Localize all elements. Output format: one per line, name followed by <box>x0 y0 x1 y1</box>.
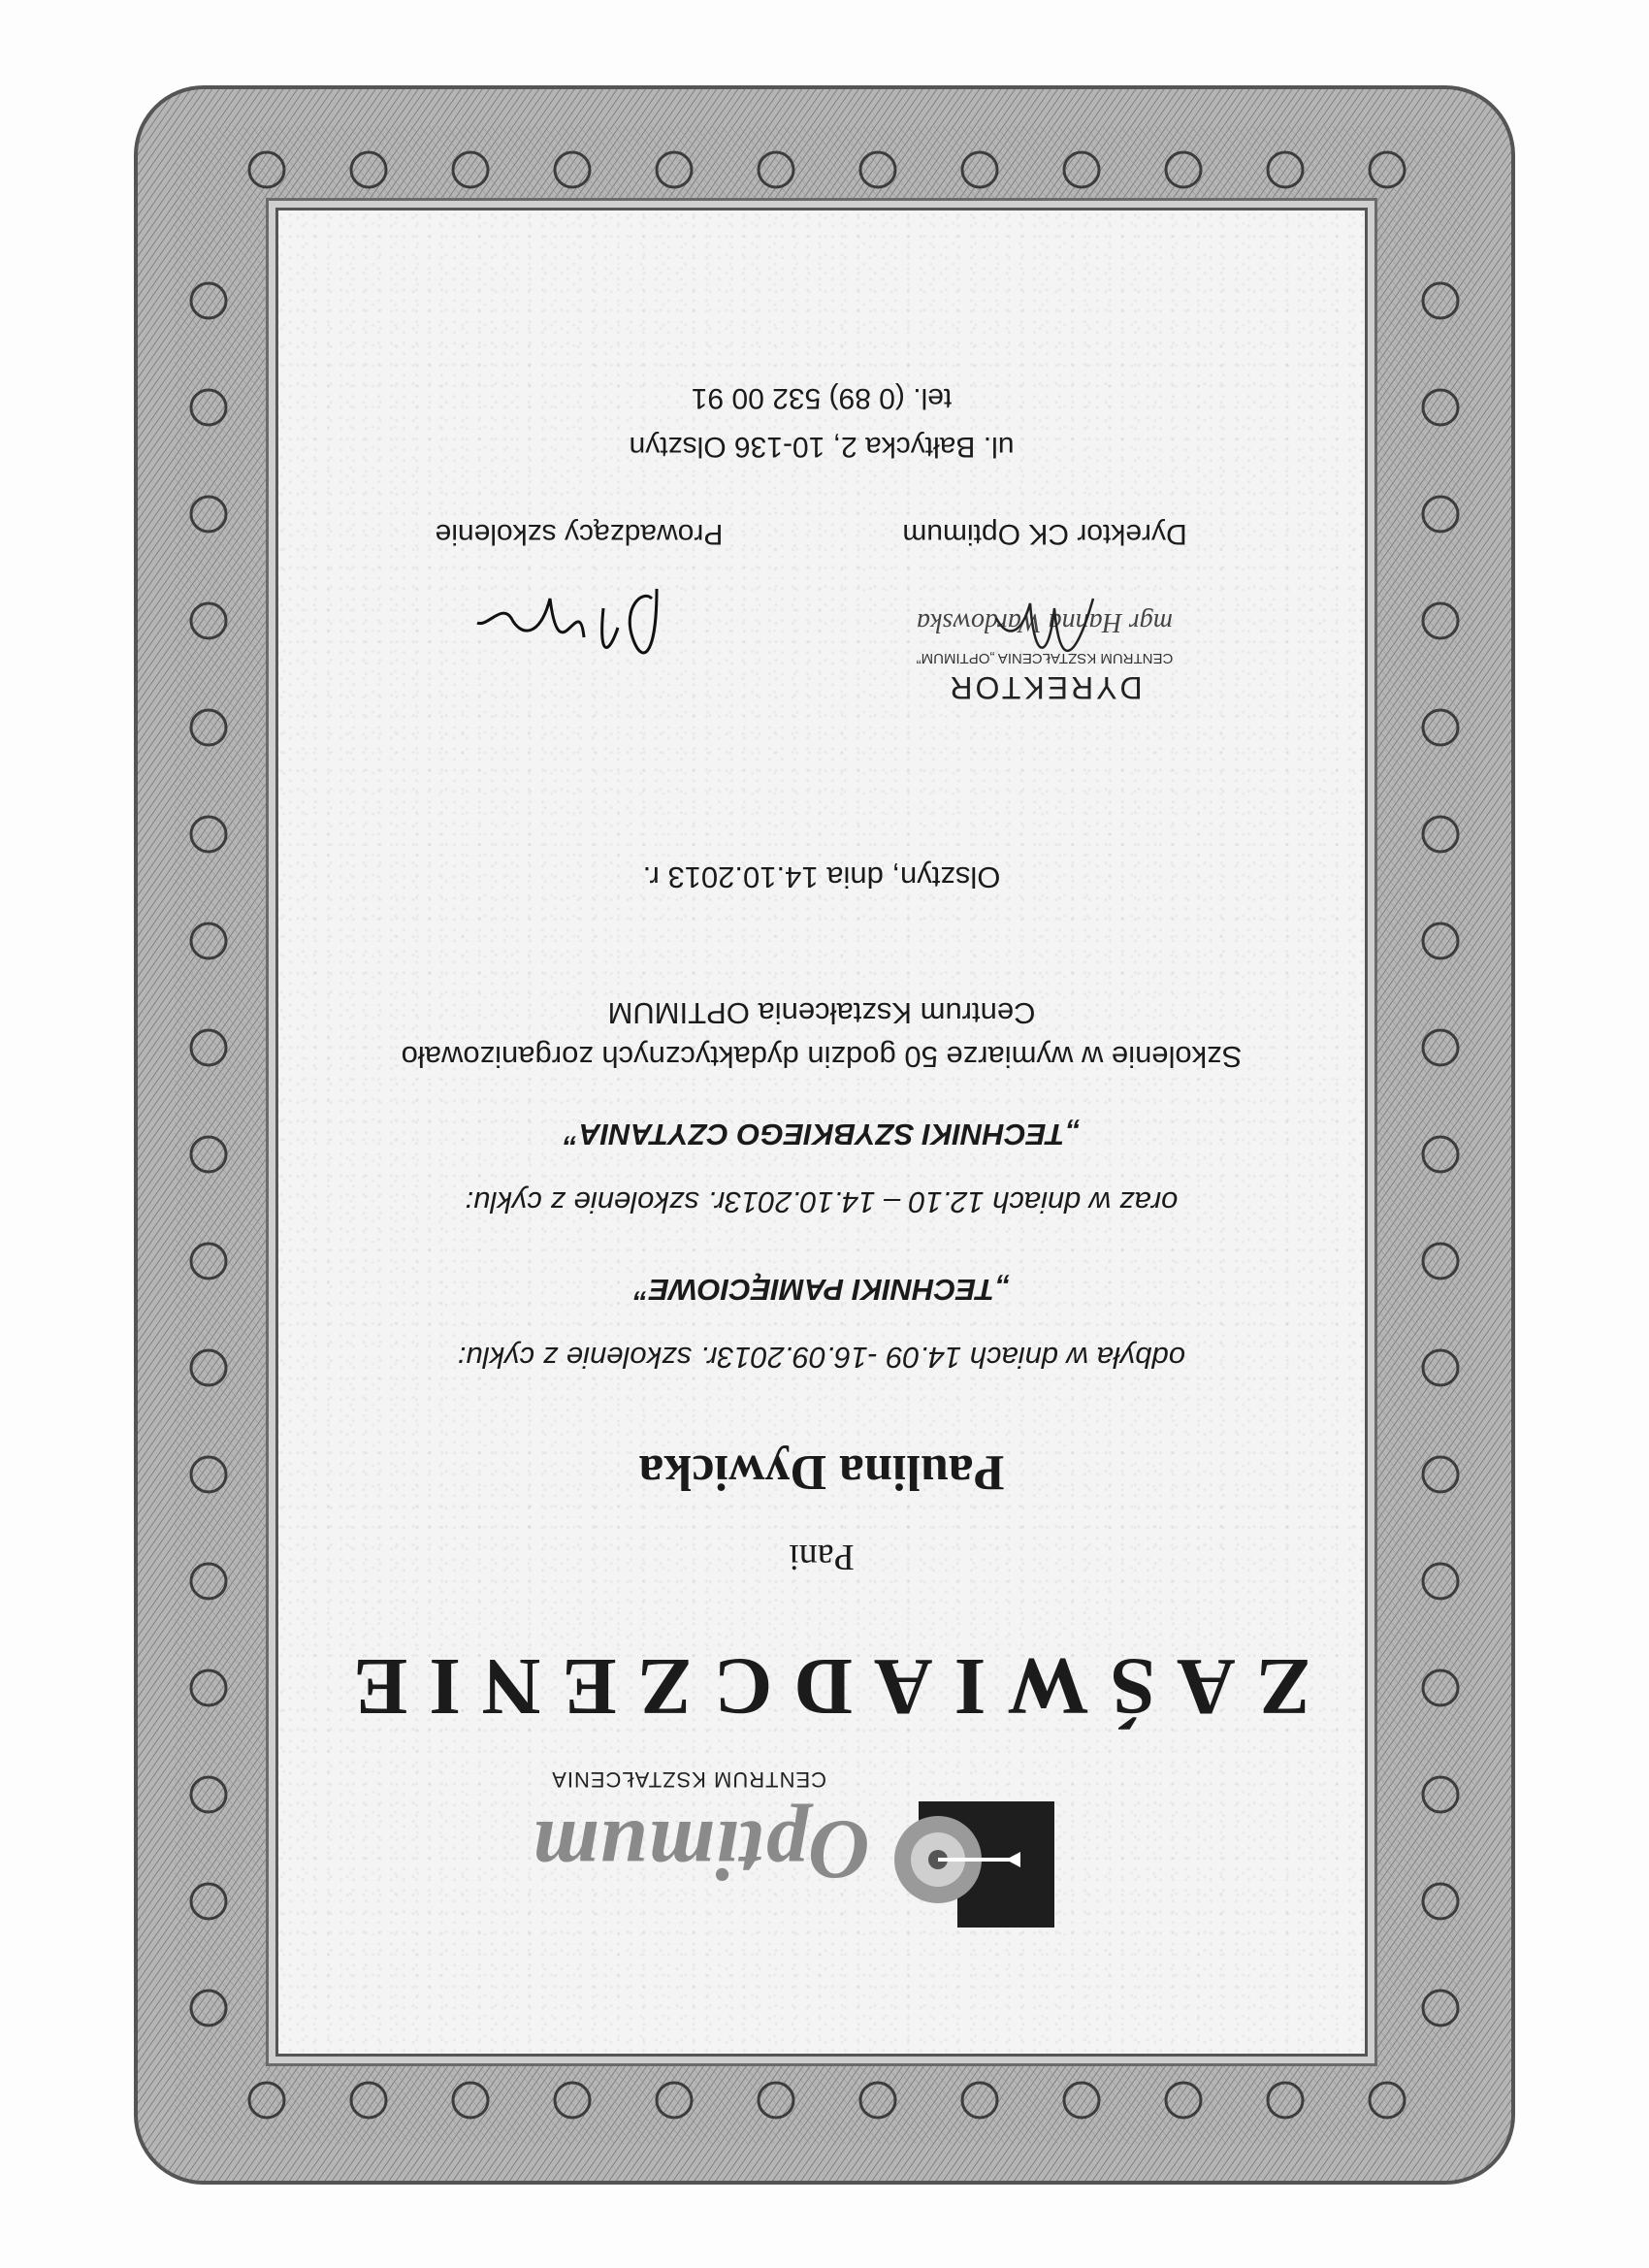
honorific: Pani <box>789 1537 855 1577</box>
instructor-label: Prowadzący szkolenie <box>435 518 724 550</box>
instructor-signature-block <box>375 502 783 754</box>
organizer-line-2: Centrum Kształcenia OPTIMUM <box>607 996 1036 1030</box>
stamp-name: mgr Hanna Wardowska <box>917 607 1173 637</box>
instructor-signature <box>463 560 676 696</box>
address: ul. Bałtycka 2, 10-136 Olsztyn <box>629 431 1015 463</box>
logo-subtitle: CENTRUM KSZTAŁCENIA <box>551 1767 826 1792</box>
logo-brand-text: Optimum <box>531 1802 870 1896</box>
stamp-title: DYREKTOR <box>947 670 1143 705</box>
organizer-line-1: Szkolenie w wymiarze 50 godzin dydaktycznych zorganizowało <box>401 1040 1243 1074</box>
place-and-date: Olsztyn, dnia 14.10.2013 r. <box>642 860 1001 894</box>
director-signature <box>986 579 1103 676</box>
director-label: Dyrektor CK Optimum <box>902 518 1187 550</box>
director-signature-block <box>841 502 1248 754</box>
stamp-organization: CENTRUM KSZTAŁCENIA „OPTIMUM” <box>916 650 1174 666</box>
certificate-title: ZAŚWIADCZENIE <box>332 1641 1311 1732</box>
training-dates-line-1: odbyła w dniach 14.09 -16.09.2013r. szkolenie z cyklu: <box>457 1341 1186 1375</box>
recipient-name: Paulina Dywicka <box>638 1444 1005 1500</box>
certificate <box>116 68 1533 2202</box>
course-name-1: „TECHNIKI PAMIĘCIOWE” <box>633 1273 1010 1307</box>
logo-emblem <box>880 1792 1074 1937</box>
course-name-2: „TECHNIKI SZYBKIEGO CZYTANIA” <box>564 1118 1080 1151</box>
training-dates-line-2: oraz w dniach 12.10 – 14.10.2013r. szkolenie z cyklu: <box>465 1185 1179 1219</box>
optimum-logo <box>492 1767 1074 1937</box>
phone: tel. (0 89) 532 00 91 <box>691 382 953 414</box>
certificate-panel <box>275 208 1368 2057</box>
